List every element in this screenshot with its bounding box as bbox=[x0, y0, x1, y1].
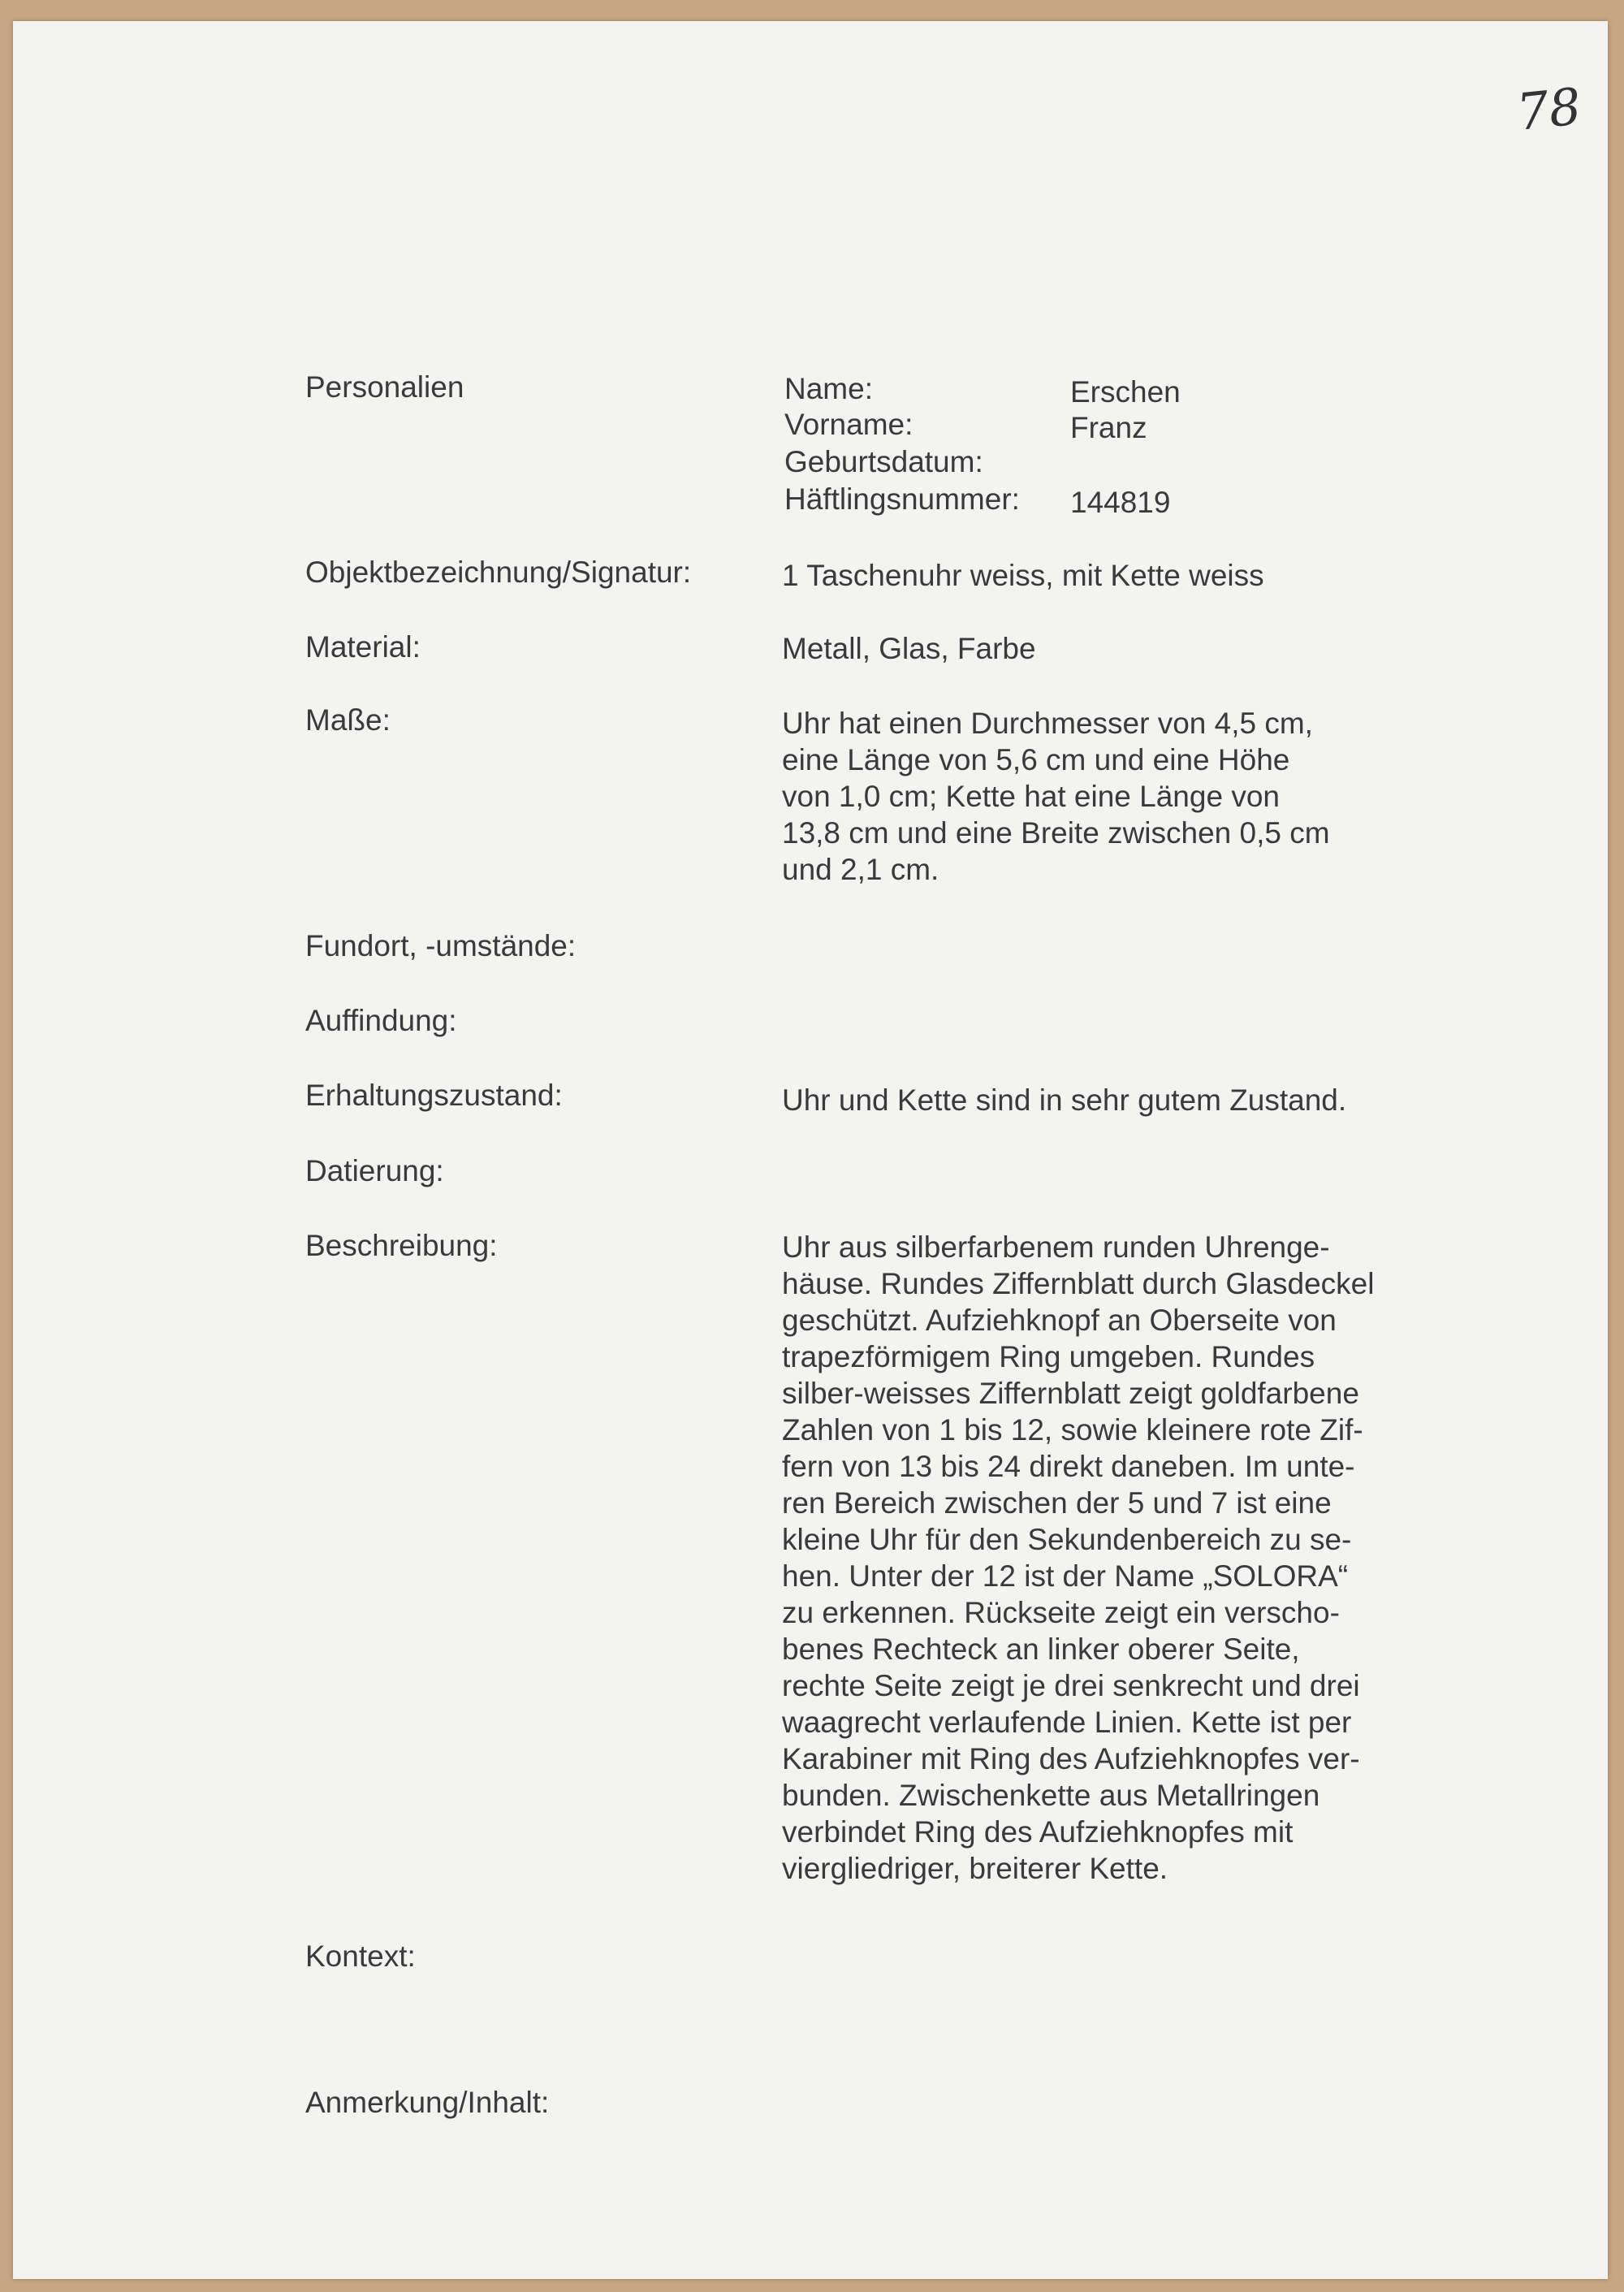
beschreibung-line: benes Rechteck an linker oberer Seite, bbox=[782, 1633, 1300, 1666]
masse-line: eine Länge von 5,6 cm und eine Höhe bbox=[782, 743, 1290, 776]
beschreibung-line: kleine Uhr für den Sekundenbereich zu se- bbox=[782, 1523, 1352, 1556]
masse-line: von 1,0 cm; Kette hat eine Länge von bbox=[782, 780, 1280, 813]
label-material: Material: bbox=[305, 630, 421, 664]
masse-line: und 2,1 cm. bbox=[782, 853, 939, 886]
label-personalien: Personalien bbox=[305, 370, 464, 404]
value-masse bbox=[782, 705, 1330, 888]
label-kontext: Kontext: bbox=[305, 1940, 416, 1973]
beschreibung-line: viergliedriger, breiterer Kette. bbox=[782, 1852, 1168, 1885]
beschreibung-line: silber-weisses Ziffernblatt zeigt goldfarbene bbox=[782, 1377, 1359, 1410]
beschreibung-line: ren Bereich zwischen der 5 und 7 ist eine bbox=[782, 1486, 1332, 1520]
handwritten-page-number: 78 bbox=[1514, 76, 1584, 142]
beschreibung-line: hen. Unter der 12 ist der Name „SOLORA“ bbox=[782, 1559, 1349, 1593]
label-anmerkung: Anmerkung/Inhalt: bbox=[305, 2086, 550, 2119]
value-material: Metall, Glas, Farbe bbox=[782, 632, 1036, 665]
key-name: Name: bbox=[784, 372, 873, 405]
beschreibung-line: zu erkennen. Rückseite zeigt ein verscho- bbox=[782, 1596, 1340, 1629]
key-vorname: Vorname: bbox=[784, 408, 914, 441]
document-sheet bbox=[13, 21, 1608, 2279]
beschreibung-line: Zahlen von 1 bis 12, sowie kleinere rote Zif- bbox=[782, 1413, 1363, 1447]
value-vorname: Franz bbox=[1070, 411, 1147, 444]
value-erhaltungszustand: Uhr und Kette sind in sehr gutem Zustand. bbox=[782, 1083, 1347, 1117]
value-objektbezeichnung: 1 Taschenuhr weiss, mit Kette weiss bbox=[782, 559, 1264, 592]
beschreibung-line: häuse. Rundes Ziffernblatt durch Glasdeckel bbox=[782, 1267, 1375, 1300]
beschreibung-line: verbindet Ring des Aufziehknopfes mit bbox=[782, 1815, 1294, 1849]
beschreibung-line: rechte Seite zeigt je drei senkrecht und drei bbox=[782, 1669, 1360, 1702]
beschreibung-line: trapezförmigem Ring umgeben. Rundes bbox=[782, 1340, 1315, 1373]
beschreibung-line: fern von 13 bis 24 direkt daneben. Im unte- bbox=[782, 1450, 1355, 1483]
label-fundort: Fundort, -umstände: bbox=[305, 929, 577, 962]
key-geburtsdatum: Geburtsdatum: bbox=[784, 445, 983, 478]
masse-line: Uhr hat einen Durchmesser von 4,5 cm, bbox=[782, 707, 1313, 740]
value-name: Erschen bbox=[1070, 375, 1181, 409]
masse-line: 13,8 cm und eine Breite zwischen 0,5 cm bbox=[782, 816, 1330, 850]
beschreibung-line: waagrecht verlaufende Linien. Kette ist per bbox=[782, 1706, 1352, 1739]
label-datierung: Datierung: bbox=[305, 1154, 444, 1187]
value-beschreibung bbox=[782, 1229, 1374, 1887]
key-haeftlingsnummer: Häftlingsnummer: bbox=[784, 482, 1020, 516]
value-haeftlingsnummer: 144819 bbox=[1070, 486, 1171, 519]
label-erhaltungszustand: Erhaltungszustand: bbox=[305, 1079, 563, 1112]
label-masse: Maße: bbox=[305, 703, 391, 737]
beschreibung-line: Uhr aus silberfarbenem runden Uhrenge- bbox=[782, 1230, 1330, 1264]
beschreibung-line: Karabiner mit Ring des Aufziehknopfes ver- bbox=[782, 1742, 1360, 1775]
label-beschreibung: Beschreibung: bbox=[305, 1229, 498, 1262]
beschreibung-line: bunden. Zwischenkette aus Metallringen bbox=[782, 1779, 1320, 1812]
label-auffindung: Auffindung: bbox=[305, 1004, 457, 1037]
beschreibung-line: geschützt. Aufziehknopf an Oberseite von bbox=[782, 1304, 1337, 1337]
label-objektbezeichnung: Objektbezeichnung/Signatur: bbox=[305, 556, 692, 589]
